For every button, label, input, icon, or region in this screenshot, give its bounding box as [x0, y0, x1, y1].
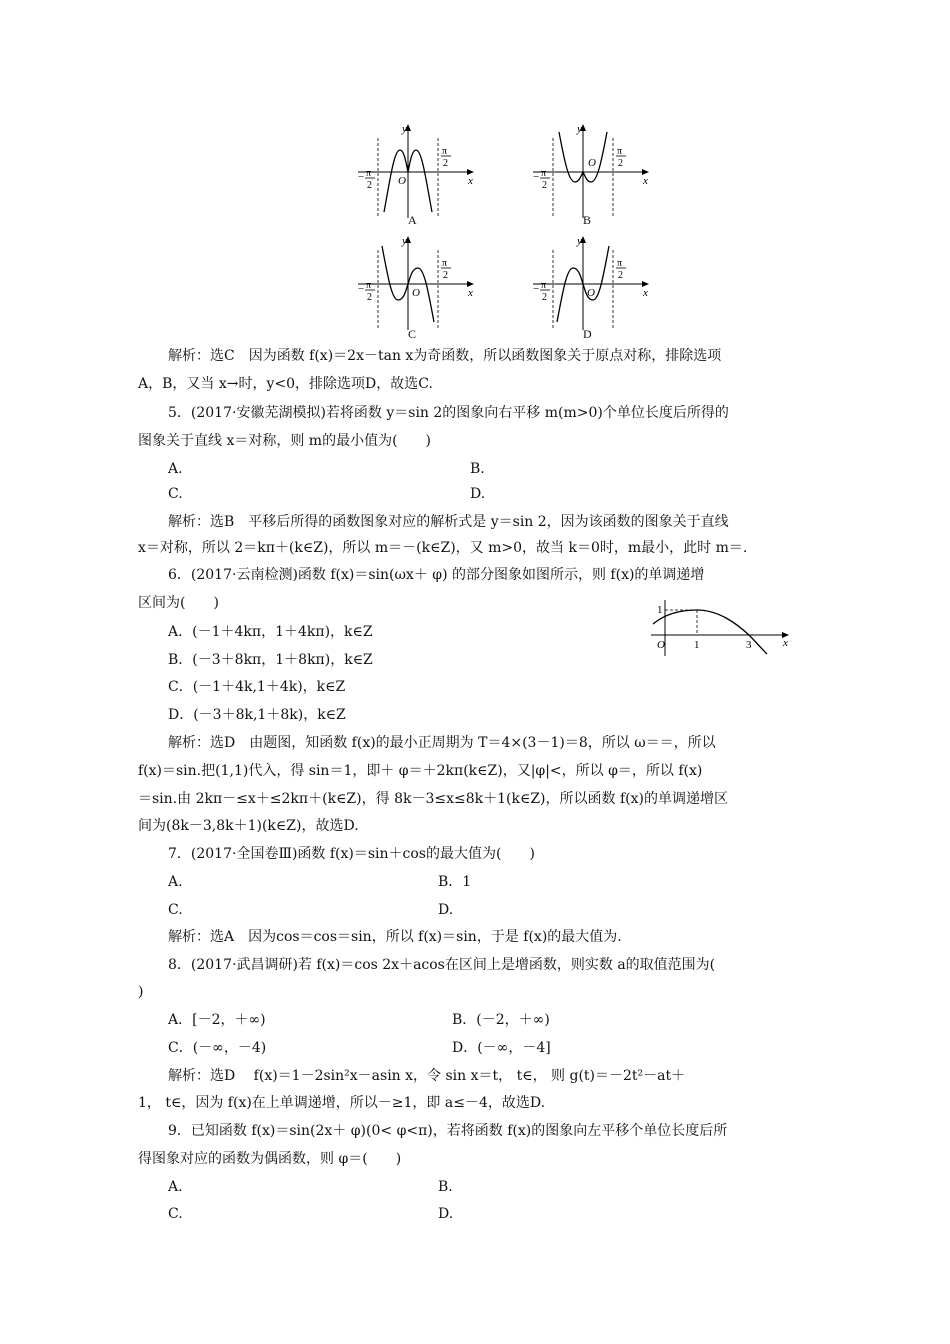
denom-label: 2	[618, 158, 623, 169]
question-8-line-2: )	[138, 984, 144, 1000]
question-5-line-1: 5．(2017·安徽芜湖模拟)若将函数 y＝sin 2的图象向右平移 m(m>0)个单位长度后所得的	[168, 405, 729, 421]
pi-label: π	[442, 146, 448, 157]
analysis-8-line-2: 1， t∈，因为 f(x)在上单调递增，所以－≥1，即 a≤－4，故选D.	[138, 1095, 546, 1111]
question-8-line-1: 8．(2017·武昌调研)若 f(x)＝cos 2x＋acos在区间上是增函数，则实数 a的取值范围为(	[168, 957, 716, 973]
graph-label-d: D	[583, 327, 592, 341]
pi-label: π	[541, 168, 547, 179]
pi-label: π	[442, 258, 448, 269]
pi-label: π	[617, 146, 623, 157]
question-5-line-2: 图象关于直线 x＝对称，则 m的最小值为( )	[138, 433, 431, 449]
q6-option-a: A．(－1＋4kπ，1＋4kπ)，k∈Z	[168, 624, 373, 640]
x-tick-label: 3	[746, 639, 752, 651]
origin-label: O	[588, 157, 596, 169]
q5-option-c: C.	[168, 486, 183, 502]
x-axis-label: x	[468, 287, 473, 299]
denom-label: 2	[443, 270, 448, 281]
question-7: 7．(2017·全国卷Ⅲ)函数 f(x)＝sin＋cos的最大值为( )	[168, 846, 535, 862]
graph-label-c: C	[408, 327, 417, 341]
x-axis-label: x	[643, 287, 648, 299]
q9-option-a: A.	[168, 1179, 183, 1195]
q9-option-b: B.	[438, 1179, 453, 1195]
origin-label: O	[657, 639, 665, 651]
question-6-line-2: 区间为( )	[138, 595, 219, 611]
q7-option-c: C.	[168, 902, 183, 918]
analysis-4-line-2: A，B，又当 x→时，y<0，排除选项D，故选C.	[138, 376, 433, 392]
q7-option-d: D.	[438, 902, 454, 918]
question-6-line-1: 6．(2017·云南检测)函数 f(x)＝sin(ωx＋ φ) 的部分图象如图所示，则 f(x)的单调递增	[168, 567, 705, 583]
pi-label: π	[541, 280, 547, 291]
analysis-8-line-1: 解析：选D f(x)＝1－2sin²x－asin x，令 sin x＝t， t∈， 则 g(t)＝－2t²－at＋	[168, 1068, 686, 1084]
q9-option-c: C.	[168, 1206, 183, 1222]
minus-sign: −	[533, 283, 540, 295]
analysis-5-line-2: x＝对称，所以 2＝kπ＋(k∈Z)，所以 m＝－(k∈Z)，又 m>0，故当 k＝0时，m最小，此时 m＝.	[138, 540, 748, 556]
q8-option-a: A．[－2，＋∞)	[168, 1012, 266, 1028]
analysis-4-line-1: 解析：选C 因为函数 f(x)＝2x－tan x为奇函数，所以函数图象关于原点对称，排除选项	[168, 348, 722, 364]
analysis-5-line-1: 解析：选B 平移后所得的函数图象对应的解析式是 y＝sin 2，因为该函数的图象关于直线	[168, 514, 729, 530]
analysis-7: 解析：选A 因为cos＝cos＝sin，所以 f(x)＝sin，于是 f(x)的最大值为.	[168, 929, 622, 945]
graph-d	[525, 232, 655, 336]
q6-option-d: D．(－3＋8k,1＋8k)，k∈Z	[168, 707, 346, 723]
q9-option-d: D.	[438, 1206, 454, 1222]
y-axis-label: y	[577, 235, 582, 247]
x-axis-label: x	[468, 175, 473, 187]
graph-a	[350, 120, 480, 224]
pi-label: π	[617, 258, 623, 269]
q6-option-b: B．(－3＋8kπ，1＋8kπ)，k∈Z	[168, 652, 373, 668]
denom-label: 2	[542, 292, 547, 303]
denom-label: 2	[367, 180, 372, 191]
q5-option-d: D.	[470, 486, 486, 502]
question-9-line-2: 得图象对应的函数为偶函数，则 φ＝( )	[138, 1151, 402, 1167]
analysis-6-line-1: 解析：选D 由题图，知函数 f(x)的最小正周期为 T＝4×(3－1)＝8，所以 ω＝＝，所以	[168, 735, 716, 751]
q8-option-b: B．(－2，＋∞)	[452, 1012, 550, 1028]
origin-label: O	[398, 175, 406, 187]
q5-option-b: B.	[470, 461, 485, 477]
analysis-6-line-2: f(x)＝sin.把(1,1)代入，得 sin＝1，即＋ φ＝＋2kπ(k∈Z)，又|φ|<，所以 φ＝，所以 f(x)	[138, 763, 703, 779]
y-axis-label: y	[402, 235, 407, 247]
origin-label: O	[587, 287, 595, 299]
x-axis-label: x	[643, 175, 648, 187]
denom-label: 2	[618, 270, 623, 281]
minus-sign: −	[358, 171, 365, 183]
q5-option-a: A.	[168, 461, 183, 477]
pi-label: π	[366, 168, 372, 179]
q7-option-a: A.	[168, 874, 183, 890]
minus-sign: −	[358, 283, 365, 295]
denom-label: 2	[367, 292, 372, 303]
graph-c	[350, 232, 480, 336]
denom-label: 2	[542, 180, 547, 191]
y-tick-label: 1	[657, 604, 663, 616]
y-axis-label: y	[577, 123, 582, 135]
x-tick-label: 1	[694, 639, 700, 651]
graph-b	[525, 120, 655, 224]
origin-label: O	[412, 287, 420, 299]
q8-option-c: C．(－∞，－4)	[168, 1040, 267, 1056]
question-9-line-1: 9．已知函数 f(x)＝sin(2x＋ φ)(0< φ<π)，若将函数 f(x)的图象向左平移个单位长度后所	[168, 1123, 728, 1139]
q6-option-c: C．(－1＋4k,1＋4k)，k∈Z	[168, 679, 346, 695]
x-axis-label: x	[783, 637, 788, 649]
analysis-6-line-3: ＝sin.由 2kπ－≤x＋≤2kπ＋(k∈Z)，得 8k－3≤x≤8k＋1(k∈Z)，所以函数 f(x)的单调递增区	[138, 791, 728, 807]
denom-label: 2	[443, 158, 448, 169]
pi-label: π	[366, 280, 372, 291]
q8-option-d: D．(－∞，－4]	[452, 1040, 551, 1056]
q6-graph	[645, 598, 795, 662]
analysis-6-line-4: 间为(8k－3,8k＋1)(k∈Z)，故选D.	[138, 818, 359, 834]
graph-label-a: A	[408, 213, 417, 227]
q7-option-b: B．1	[438, 874, 472, 890]
y-axis-label: y	[402, 123, 407, 135]
minus-sign: −	[533, 171, 540, 183]
graph-label-b: B	[583, 213, 592, 227]
